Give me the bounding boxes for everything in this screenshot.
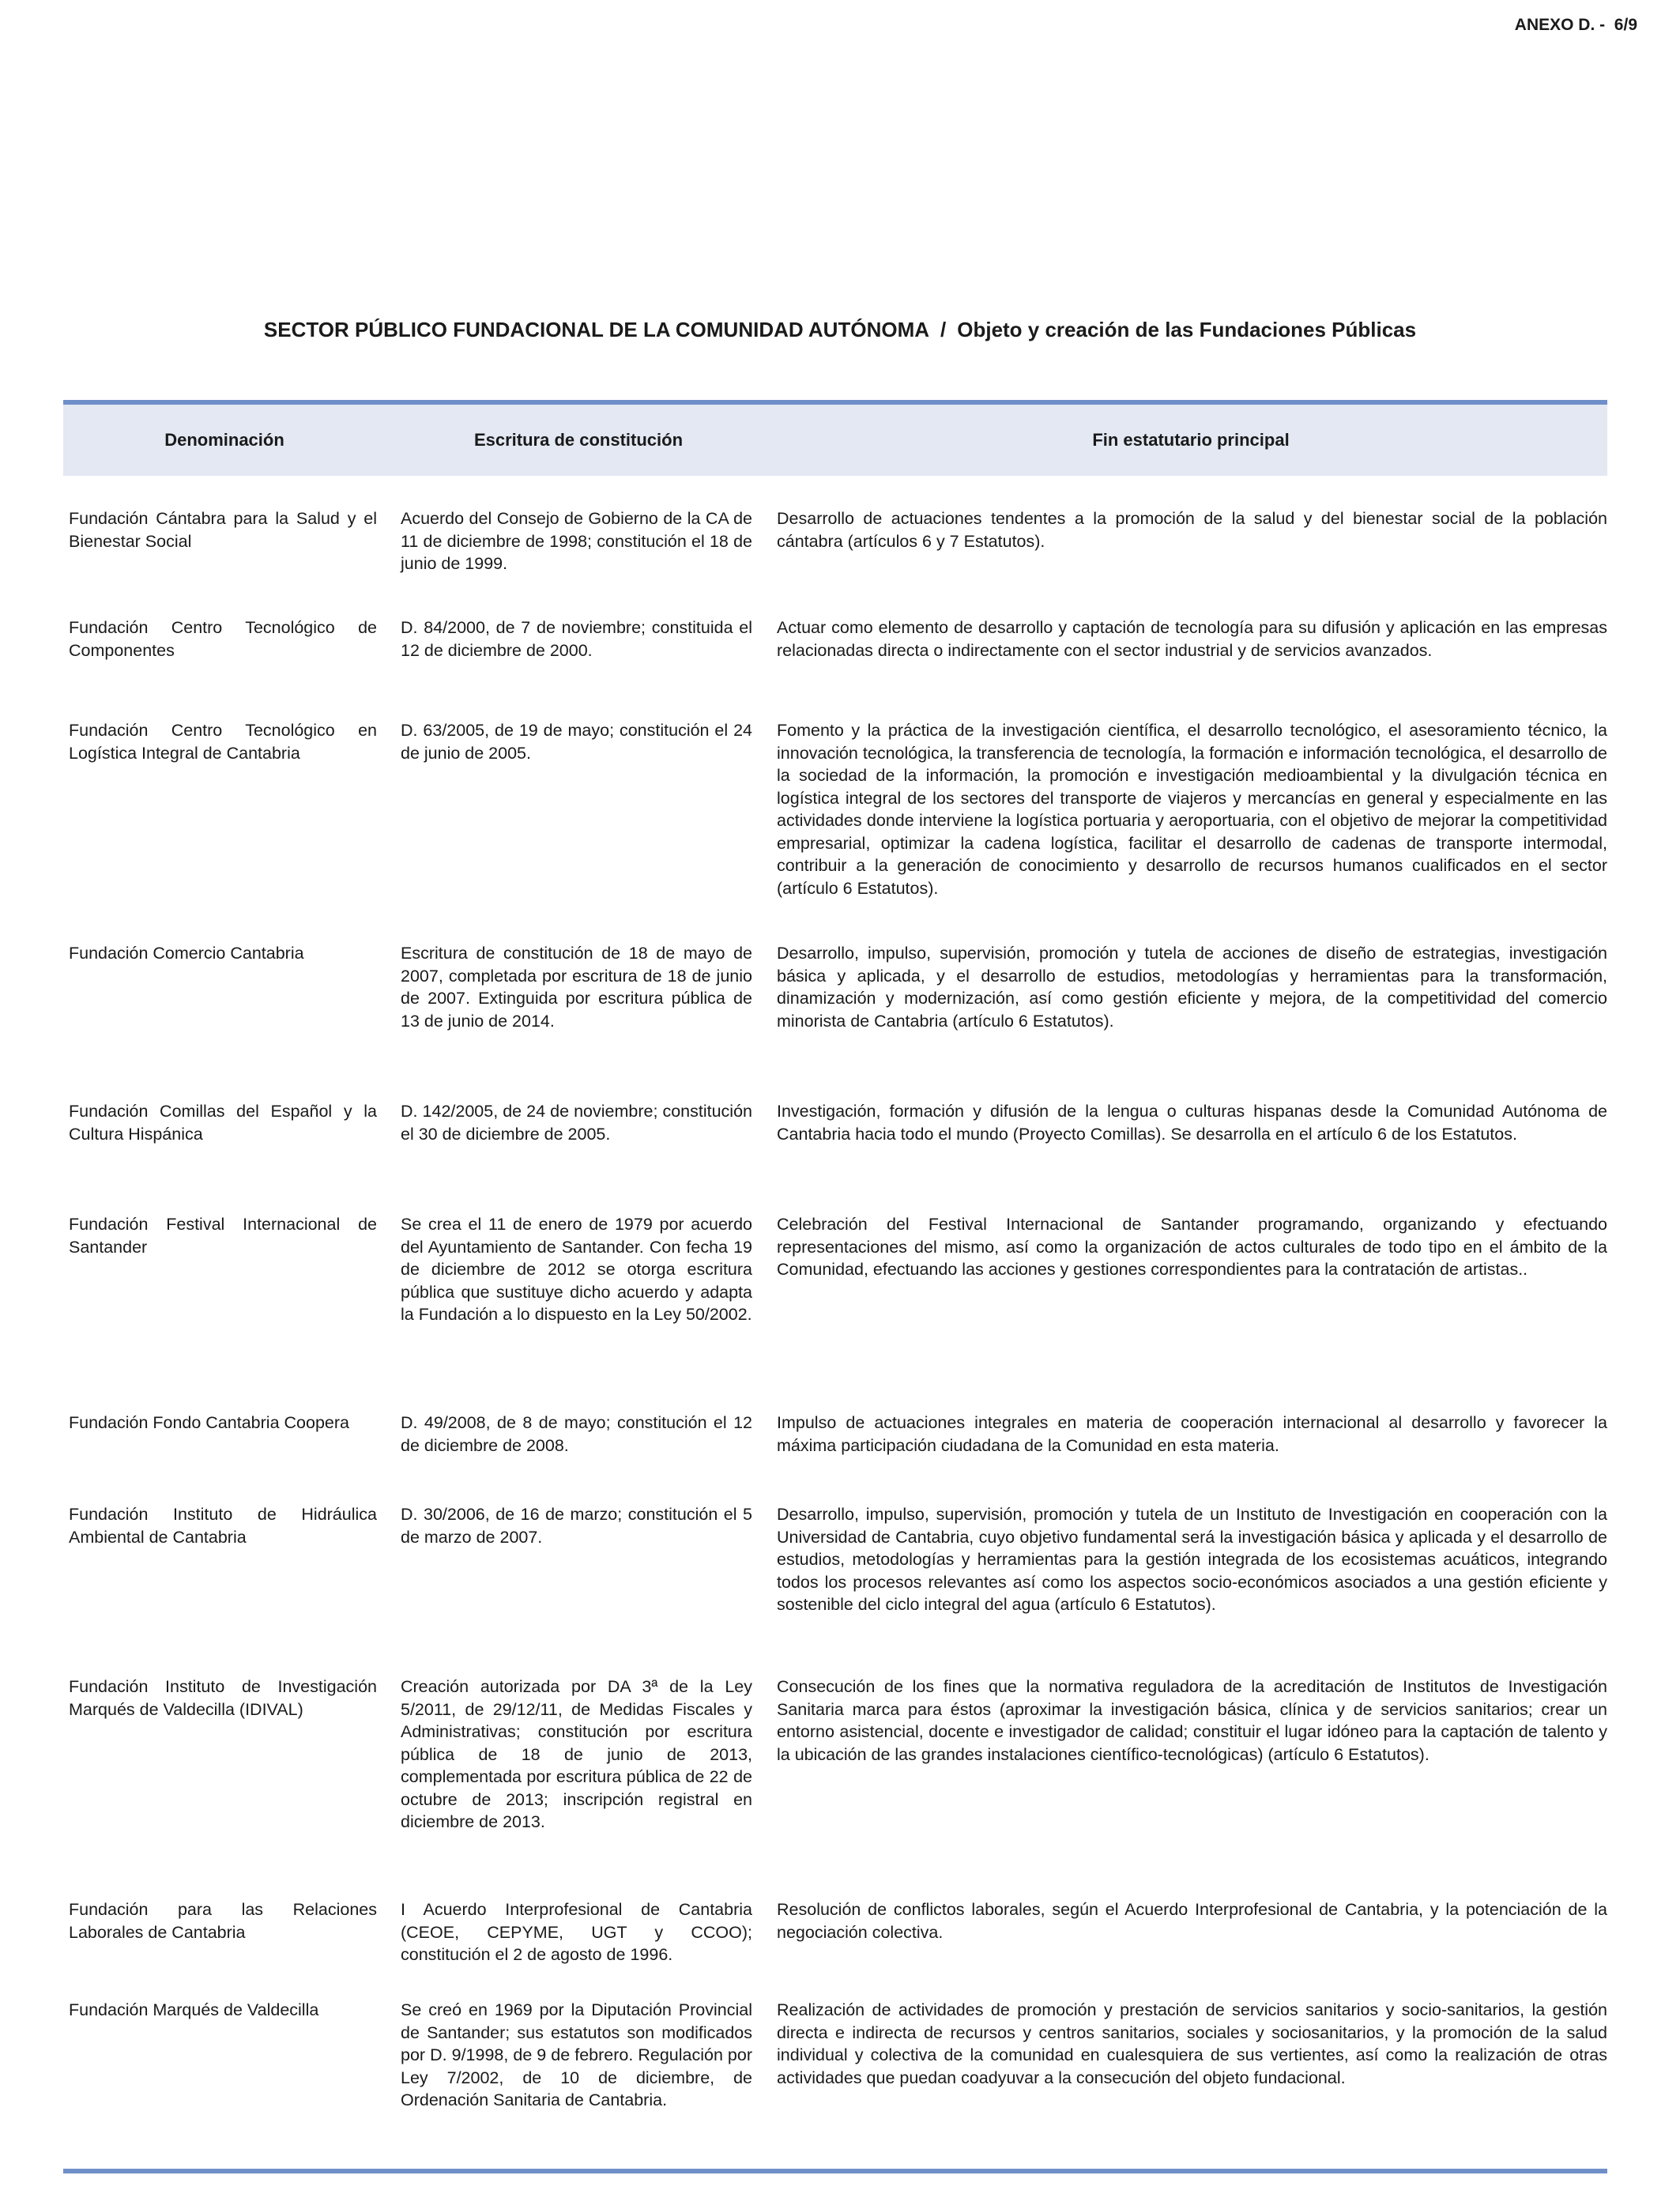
- page-number: ANEXO D. - 6/9: [1514, 16, 1637, 34]
- cell-denominacion: Fundación Centro Tecnológico de Componentes: [69, 618, 377, 660]
- cell-fin: Actuar como elemento de desarrollo y captación de tecnología para su difusión y aplicación en las empresas relacionadas directa o indirectamente con el sector industrial y de servicios avanzados.: [777, 618, 1607, 660]
- table-row: [63, 1213, 1607, 1326]
- cell-escritura: D. 49/2008, de 8 de mayo; constitución el 12 de diciembre de 2008.: [401, 1413, 752, 1455]
- table-row: [63, 1503, 1607, 1616]
- table-row: [63, 1898, 1607, 1966]
- cell-denominacion: Fundación Comillas del Español y la Cultura Hispánica: [69, 1102, 377, 1144]
- cell-escritura: Escritura de constitución de 18 de mayo de 2007, completada por escritura de 18 de junio de 2007. Extinguida por escritura pública de 13 de junio de 2014.: [401, 944, 752, 1031]
- cell-escritura: I Acuerdo Interprofesional de Cantabria (CEOE, CEPYME, UGT y CCOO); constitución el 2 de agosto de 1996.: [401, 1900, 752, 1964]
- table-row: [63, 1100, 1607, 1145]
- table-row: [63, 507, 1607, 575]
- table-row: [63, 1676, 1607, 1834]
- table-header: [63, 405, 1607, 476]
- cell-escritura: D. 30/2006, de 16 de marzo; constitución el 5 de marzo de 2007.: [401, 1505, 752, 1547]
- header-escritura: Escritura de constitución: [473, 430, 684, 450]
- header-denominacion: Denominación: [164, 430, 284, 450]
- table-row: [63, 942, 1607, 1032]
- cell-denominacion: Fundación Marqués de Valdecilla: [69, 2000, 319, 2019]
- cell-escritura: D. 142/2005, de 24 de noviembre; constitución el 30 de diciembre de 2005.: [401, 1102, 752, 1144]
- cell-escritura: Se creó en 1969 por la Diputación Provincial de Santander; sus estatutos son modificados por D. 9/1998, de 9 de febrero. Regulación por Ley 7/2002, de 10 de diciembre, de Ordenación Sanitaria de Cantabria.: [401, 2000, 752, 2109]
- cell-escritura: D. 84/2000, de 7 de noviembre; constituida el 12 de diciembre de 2000.: [401, 618, 752, 660]
- foundations-table: [63, 400, 1607, 2109]
- cell-fin: Celebración del Festival Internacional de Santander programando, organizando y efectuando representaciones del mismo, así como la organización de actos culturales de todo tipo en el ámbito de la Comunidad, efectuando las acciones y gestiones correspondientes para la contratación de artistas..: [777, 1215, 1607, 1279]
- cell-denominacion: Fundación Fondo Cantabria Coopera: [69, 1413, 349, 1432]
- cell-fin: Impulso de actuaciones integrales en materia de cooperación internacional al desarrollo y favorecer la máxima participación ciudadana de la Comunidad en esta materia.: [777, 1413, 1607, 1455]
- table-row: [63, 1412, 1607, 1457]
- table-row: [63, 1999, 1607, 2112]
- cell-denominacion: Fundación Centro Tecnológico en Logística Integral de Cantabria: [69, 721, 377, 763]
- cell-denominacion: Fundación para las Relaciones Laborales de Cantabria: [69, 1900, 377, 1942]
- cell-denominacion: Fundación Festival Internacional de Santander: [69, 1215, 377, 1257]
- cell-escritura: Acuerdo del Consejo de Gobierno de la CA de 11 de diciembre de 1998; constitución el 18 de junio de 1999.: [401, 509, 752, 573]
- cell-fin: Fomento y la práctica de la investigación científica, el desarrollo tecnológico, el asesoramiento técnico, la innovación tecnológica, la transferencia de tecnología, la formación e información tecnológica, el desarrollo de la sociedad de la información, la promoción e investigación medioambiental y la divulgación técnica en logística integral de los sectores del transporte de viajeros y mercancías en general y especialmente en las actividades donde interviene la logística portuaria y aeroportuaria, con el objetivo de mejorar la competitividad empresarial, optimizar la cadena logística, facilitar el desarrollo de cadenas de transporte intermodal, contribuir a la generación de conocimiento y desarrollo de recursos humanos cualificados en el sector (artículo 6 Estatutos).: [777, 721, 1607, 898]
- document-title: [0, 318, 1680, 342]
- cell-escritura: Creación autorizada por DA 3ª de la Ley 5/2011, de 29/12/11, de Medidas Fiscales y Administrativas; constitución por escritura pública de 18 de junio de 2013, complementada por escritura pública de 22 de octubre de 2013; inscripción registral en diciembre de 2013.: [401, 1677, 752, 1831]
- cell-fin: Consecución de los fines que la normativa reguladora de la acreditación de Institutos de Investigación Sanitaria marca para éstos (aproximar la investigación básica, clínica y de servicios sanitarios; crear un entorno asistencial, docente e investigador de calidad; constituir el lugar idóneo para la captación de talento y la ubicación de las grandes instalaciones científico-tecnológicas) (artículo 6 Estatutos).: [777, 1677, 1607, 1764]
- title-separator: /: [940, 318, 947, 341]
- title-main: SECTOR PÚBLICO FUNDACIONAL DE LA COMUNIDAD AUTÓNOMA: [263, 318, 929, 341]
- cell-denominacion: Fundación Cántabra para la Salud y el Bienestar Social: [69, 509, 377, 551]
- cell-fin: Desarrollo, impulso, supervisión, promoción y tutela de acciones de diseño de estrategias, investigación básica y aplicada, y el desarrollo de estudios, metodologías y herramientas para la transformación, dinamización y modernización, así como gestión eficiente y mejora, de la competitividad del comercio minorista de Cantabria (artículo 6 Estatutos).: [777, 944, 1607, 1031]
- header-fin-estatutario: Fin estatutario principal: [1092, 430, 1290, 450]
- cell-denominacion: Fundación Comercio Cantabria: [69, 944, 304, 963]
- cell-escritura: Se crea el 11 de enero de 1979 por acuerdo del Ayuntamiento de Santander. Con fecha 19 de diciembre de 2012 se otorga escritura pública que sustituye dicho acuerdo y adapta la Fundación a lo dispuesto en la Ley 50/2002.: [401, 1215, 752, 1324]
- cell-fin: Desarrollo de actuaciones tendentes a la promoción de la salud y del bienestar social de la población cántabra (artículos 6 y 7 Estatutos).: [777, 509, 1607, 551]
- cell-escritura: D. 63/2005, de 19 de mayo; constitución el 24 de junio de 2005.: [401, 721, 752, 763]
- table-bottom-rule: [63, 2169, 1607, 2173]
- cell-fin: Desarrollo, impulso, supervisión, promoción y tutela de un Instituto de Investigación en cooperación con la Universidad de Cantabria, cuyo objetivo fundamental será la investigación básica y aplicada y el desarrollo de estudios, metodologías y herramientas para la gestión integrada de los ecosistemas acuáticos, integrando todos los procesos relevantes así como los aspectos socio-económicos asociados a una gestión eficiente y sostenible del ciclo integral del agua (artículo 6 Estatutos).: [777, 1505, 1607, 1614]
- cell-denominacion: Fundación Instituto de Investigación Marqués de Valdecilla (IDIVAL): [69, 1677, 377, 1719]
- cell-fin: Resolución de conflictos laborales, según el Acuerdo Interprofesional de Cantabria, y la potenciación de la negociación colectiva.: [777, 1900, 1607, 1942]
- table-row: [63, 616, 1607, 662]
- cell-denominacion: Fundación Instituto de Hidráulica Ambiental de Cantabria: [69, 1505, 377, 1547]
- title-sub: Objeto y creación de las Fundaciones Públicas: [957, 318, 1417, 341]
- table-row: [63, 719, 1607, 899]
- cell-fin: Realización de actividades de promoción y prestación de servicios sanitarios y socio-sanitarios, la gestión directa e indirecta de recursos y centros sanitarios, sociales y sociosanitarios, y la promoción de la salud individual y colectiva de la comunidad en cualesquiera de sus vertientes, así como la realización de otras actividades que puedan coadyuvar a la consecución del objeto fundacional.: [777, 2000, 1607, 2087]
- cell-fin: Investigación, formación y difusión de la lengua o culturas hispanas desde la Comunidad Autónoma de Cantabria hacia todo el mundo (Proyecto Comillas). Se desarrolla en el artículo 6 de los Estatutos.: [777, 1102, 1607, 1144]
